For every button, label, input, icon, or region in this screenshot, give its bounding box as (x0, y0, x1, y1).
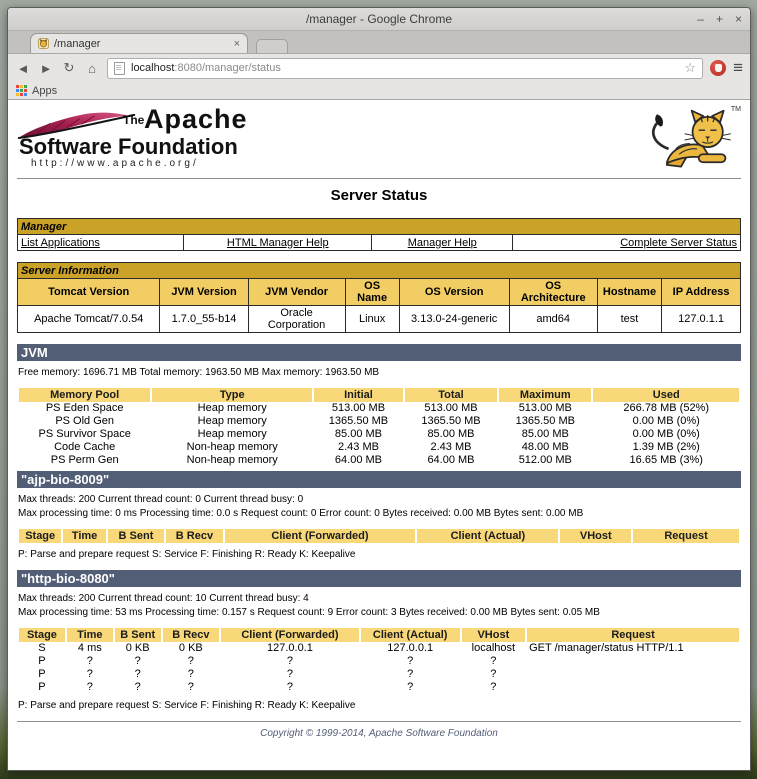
table-cell (527, 668, 739, 681)
complete-server-status-link[interactable]: Complete Server Status (620, 236, 737, 249)
apps-grid-icon[interactable] (16, 85, 27, 96)
table-cell: 127.0.0.1 (387, 642, 434, 654)
table-cell: PS Survivor Space (38, 428, 131, 440)
table-cell: ? (134, 655, 141, 667)
table-cell: 3.13.0-24-generic (399, 306, 509, 333)
column-header: Time (67, 628, 113, 642)
table-cell: Oracle Corporation (248, 306, 345, 333)
column-header: Stage (19, 529, 61, 543)
manager-help-link[interactable]: Manager Help (407, 236, 477, 249)
column-header: Request (633, 529, 739, 543)
url-host: localhost (131, 62, 175, 74)
table-cell: 1365.50 MB (421, 415, 481, 427)
table-cell: test (597, 306, 661, 333)
table-cell: 0.00 MB (0%) (632, 415, 700, 427)
bookmarks-bar (8, 82, 750, 100)
url-path: :8080/manager/status (174, 62, 281, 74)
column-header: Hostname (597, 279, 661, 306)
logo-software-foundation: Software Foundation (19, 134, 238, 159)
table-cell: ? (490, 681, 497, 693)
table-cell: 85.00 MB (427, 428, 475, 440)
column-header: Tomcat Version (18, 279, 160, 306)
table-cell: 16.65 MB (3%) (629, 454, 703, 466)
jvm-table-header-row (19, 388, 739, 402)
tomcat-favicon (38, 38, 49, 49)
table-cell: Code Cache (54, 441, 116, 453)
ajp-threads-line: Max threads: 200 Current thread count: 0 Current thread busy: 0 (18, 493, 304, 505)
logo-row (17, 104, 741, 172)
table-cell: P (38, 681, 46, 693)
ajp-table-header-row (19, 529, 739, 543)
table-cell: 2.43 MB (337, 441, 379, 453)
copyright-text: Copyright © 1999-2014, Apache Software Foundation (260, 727, 498, 739)
table-cell: 64.00 MB (334, 454, 383, 466)
table-cell: PS Eden Space (45, 402, 124, 414)
table-cell: Non-heap memory (186, 441, 278, 453)
table-cell: PS Perm Gen (50, 454, 119, 466)
window-titlebar[interactable] (8, 8, 750, 31)
column-header: Maximum (499, 388, 591, 402)
table-cell: ? (286, 668, 293, 680)
column-header: VHost (462, 628, 526, 642)
column-header: Used (593, 388, 739, 402)
column-header: Client (Forwarded) (225, 529, 416, 543)
list-applications-link[interactable]: List Applications (21, 236, 100, 249)
table-cell: localhost (471, 642, 516, 654)
page-content (8, 100, 750, 770)
trademark-label: TM (730, 106, 741, 113)
tomcat-cat-icon (639, 108, 739, 172)
table-cell: amd64 (509, 306, 597, 333)
navigation-toolbar (8, 54, 750, 82)
column-header: VHost (560, 529, 631, 543)
http-requests-table (17, 628, 741, 694)
table-cell: 513.00 MB (518, 402, 572, 414)
http-connector-bar: "http-bio-8080" (17, 570, 741, 587)
table-cell: ? (187, 668, 194, 680)
table-cell: ? (407, 668, 414, 680)
tomcat-logo (639, 108, 739, 172)
table-cell: PS Old Gen (55, 415, 115, 427)
table-row (19, 415, 739, 428)
table-cell: 513.00 MB (331, 402, 386, 414)
ajp-connector-bar: "ajp-bio-8009" (17, 471, 741, 488)
table-row (19, 441, 739, 454)
table-cell: ? (407, 681, 414, 693)
page-title: Server Status (330, 187, 428, 204)
ajp-stage-legend: P: Parse and prepare request S: Service F: Finishing R: Ready K: Keepalive (18, 548, 356, 560)
jvm-memory-summary: Free memory: 1696.71 MB Total memory: 1963.50 MB Max memory: 1963.50 MB (18, 367, 380, 378)
table-row (19, 681, 739, 694)
table-cell: ? (86, 681, 93, 693)
ajp-processing-line: Max processing time: 0 ms Processing time: 0.0 s Request count: 0 Error count: 0 Bytes received: 0.00 MB Bytes sent: 0.00 MB (18, 508, 584, 519)
table-cell: 0 KB (178, 642, 203, 654)
server-info-header-row (18, 279, 741, 306)
column-header: OS Version (399, 279, 509, 306)
apache-feather-logo (17, 104, 267, 172)
http-table-header-row (19, 628, 739, 642)
minimize-button[interactable]: – (697, 12, 704, 26)
table-row (19, 428, 739, 441)
manager-table (17, 218, 741, 251)
table-row (19, 655, 739, 668)
browser-window (7, 7, 751, 771)
table-cell: 0.00 MB (0%) (632, 428, 700, 440)
back-icon[interactable]: ◄ (16, 60, 30, 76)
table-cell (527, 681, 739, 694)
manager-section-header: Manager (18, 219, 741, 235)
logo-url: http://www.apache.org/ (31, 158, 199, 169)
column-header: JVM Version (160, 279, 248, 306)
column-header: B Sent (115, 628, 161, 642)
table-cell: 1.7.0_55-b14 (160, 306, 248, 333)
table-cell: Non-heap memory (186, 454, 278, 466)
reload-icon[interactable]: ↻ (63, 60, 75, 75)
bookmark-star-icon[interactable]: ☆ (684, 60, 697, 75)
column-header: Client (Actual) (417, 529, 558, 543)
column-header: Type (152, 388, 312, 402)
header-divider (17, 178, 741, 179)
table-cell (527, 655, 739, 668)
table-cell: ? (134, 668, 141, 680)
manager-links-row (18, 235, 741, 251)
table-cell: 85.00 MB (334, 428, 383, 440)
tab-title: /manager (54, 37, 101, 50)
adblock-extension-icon[interactable] (710, 60, 726, 76)
table-cell: ? (286, 681, 293, 693)
column-header: OS Architecture (509, 279, 597, 306)
table-row (19, 402, 739, 415)
table-cell: 1.39 MB (2%) (632, 441, 700, 453)
tab-close-icon[interactable]: × (233, 37, 240, 50)
server-info-table (17, 262, 741, 333)
column-header: B Recv (166, 529, 222, 543)
column-header: Time (63, 529, 105, 543)
table-cell: Heap memory (197, 428, 267, 440)
table-cell: 127.0.1.1 (662, 306, 741, 333)
tab-manager[interactable] (30, 33, 248, 53)
apps-shortcut[interactable]: Apps (32, 84, 58, 97)
table-cell: 1365.50 MB (328, 415, 389, 427)
column-header: Memory Pool (19, 388, 150, 402)
column-header: Initial (314, 388, 403, 402)
table-cell: Linux (345, 306, 399, 333)
column-header: B Sent (108, 529, 164, 543)
table-cell: ? (187, 681, 194, 693)
column-header: Total (405, 388, 497, 402)
column-header: Stage (19, 628, 65, 642)
jvm-memory-table (17, 388, 741, 467)
table-row (19, 668, 739, 681)
column-header: Client (Actual) (361, 628, 460, 642)
logo-the: The (123, 113, 145, 127)
table-cell: 513.00 MB (424, 402, 478, 414)
url-bar[interactable] (107, 58, 703, 79)
table-cell: 2.43 MB (430, 441, 472, 453)
column-header: JVM Vendor (248, 279, 345, 306)
column-header: Client (Forwarded) (221, 628, 359, 642)
table-cell: 64.00 MB (427, 454, 475, 466)
table-cell: Apache Tomcat/7.0.54 (18, 306, 160, 333)
column-header: B Recv (163, 628, 219, 642)
page-icon (114, 62, 125, 75)
table-cell: ? (286, 655, 293, 667)
table-cell: S (38, 642, 46, 654)
http-threads-line: Max threads: 200 Current thread count: 10 Current thread busy: 4 (18, 592, 309, 604)
column-header: OS Name (345, 279, 399, 306)
http-stage-legend: P: Parse and prepare request S: Service F: Finishing R: Ready K: Keepalive (18, 699, 356, 711)
table-row (19, 642, 739, 655)
table-cell: ? (86, 655, 93, 667)
table-cell: ? (407, 655, 414, 667)
table-cell: Heap memory (197, 415, 267, 427)
ajp-requests-table (17, 529, 741, 543)
table-cell: 512.00 MB (518, 454, 572, 466)
table-cell: P (38, 655, 46, 667)
column-header: IP Address (662, 279, 741, 306)
table-cell: ? (490, 655, 497, 667)
footer-divider (17, 721, 741, 722)
close-button[interactable]: × (734, 12, 742, 26)
tab-strip (8, 31, 750, 54)
table-cell: 1365.50 MB (515, 415, 575, 427)
server-info-section-header: Server Information (18, 263, 741, 279)
table-cell: 85.00 MB (521, 428, 569, 440)
table-row (18, 306, 741, 333)
table-cell: ? (490, 668, 497, 680)
table-cell: GET /manager/status HTTP/1.1 (529, 642, 684, 654)
table-cell: 0 KB (125, 642, 150, 654)
column-header: Request (527, 628, 739, 642)
table-cell: ? (86, 668, 93, 680)
jvm-section-bar: JVM (17, 344, 741, 361)
forward-icon[interactable]: ► (39, 60, 53, 76)
http-processing-line: Max processing time: 53 ms Processing time: 0.157 s Request count: 9 Error count: 3 Bytes received: 0.00 MB Bytes sent: 0.05 MB (18, 607, 600, 618)
logo-apache: Apache (144, 104, 248, 134)
home-icon[interactable]: ⌂ (88, 60, 96, 76)
table-cell: ? (187, 655, 194, 667)
table-cell: 127.0.0.1 (266, 642, 313, 654)
table-cell: Heap memory (197, 402, 267, 414)
window-title: /manager - Google Chrome (305, 12, 453, 26)
table-row (19, 454, 739, 467)
menu-icon[interactable]: ≡ (733, 58, 743, 77)
table-cell: 266.78 MB (52%) (623, 402, 710, 414)
table-cell: 48.00 MB (521, 441, 569, 453)
table-cell: ? (134, 681, 141, 693)
new-tab-button[interactable] (256, 39, 288, 53)
table-cell: 4 ms (77, 642, 102, 654)
table-cell: P (38, 668, 46, 680)
maximize-button[interactable]: + (715, 12, 723, 26)
html-manager-help-link[interactable]: HTML Manager Help (226, 236, 329, 249)
